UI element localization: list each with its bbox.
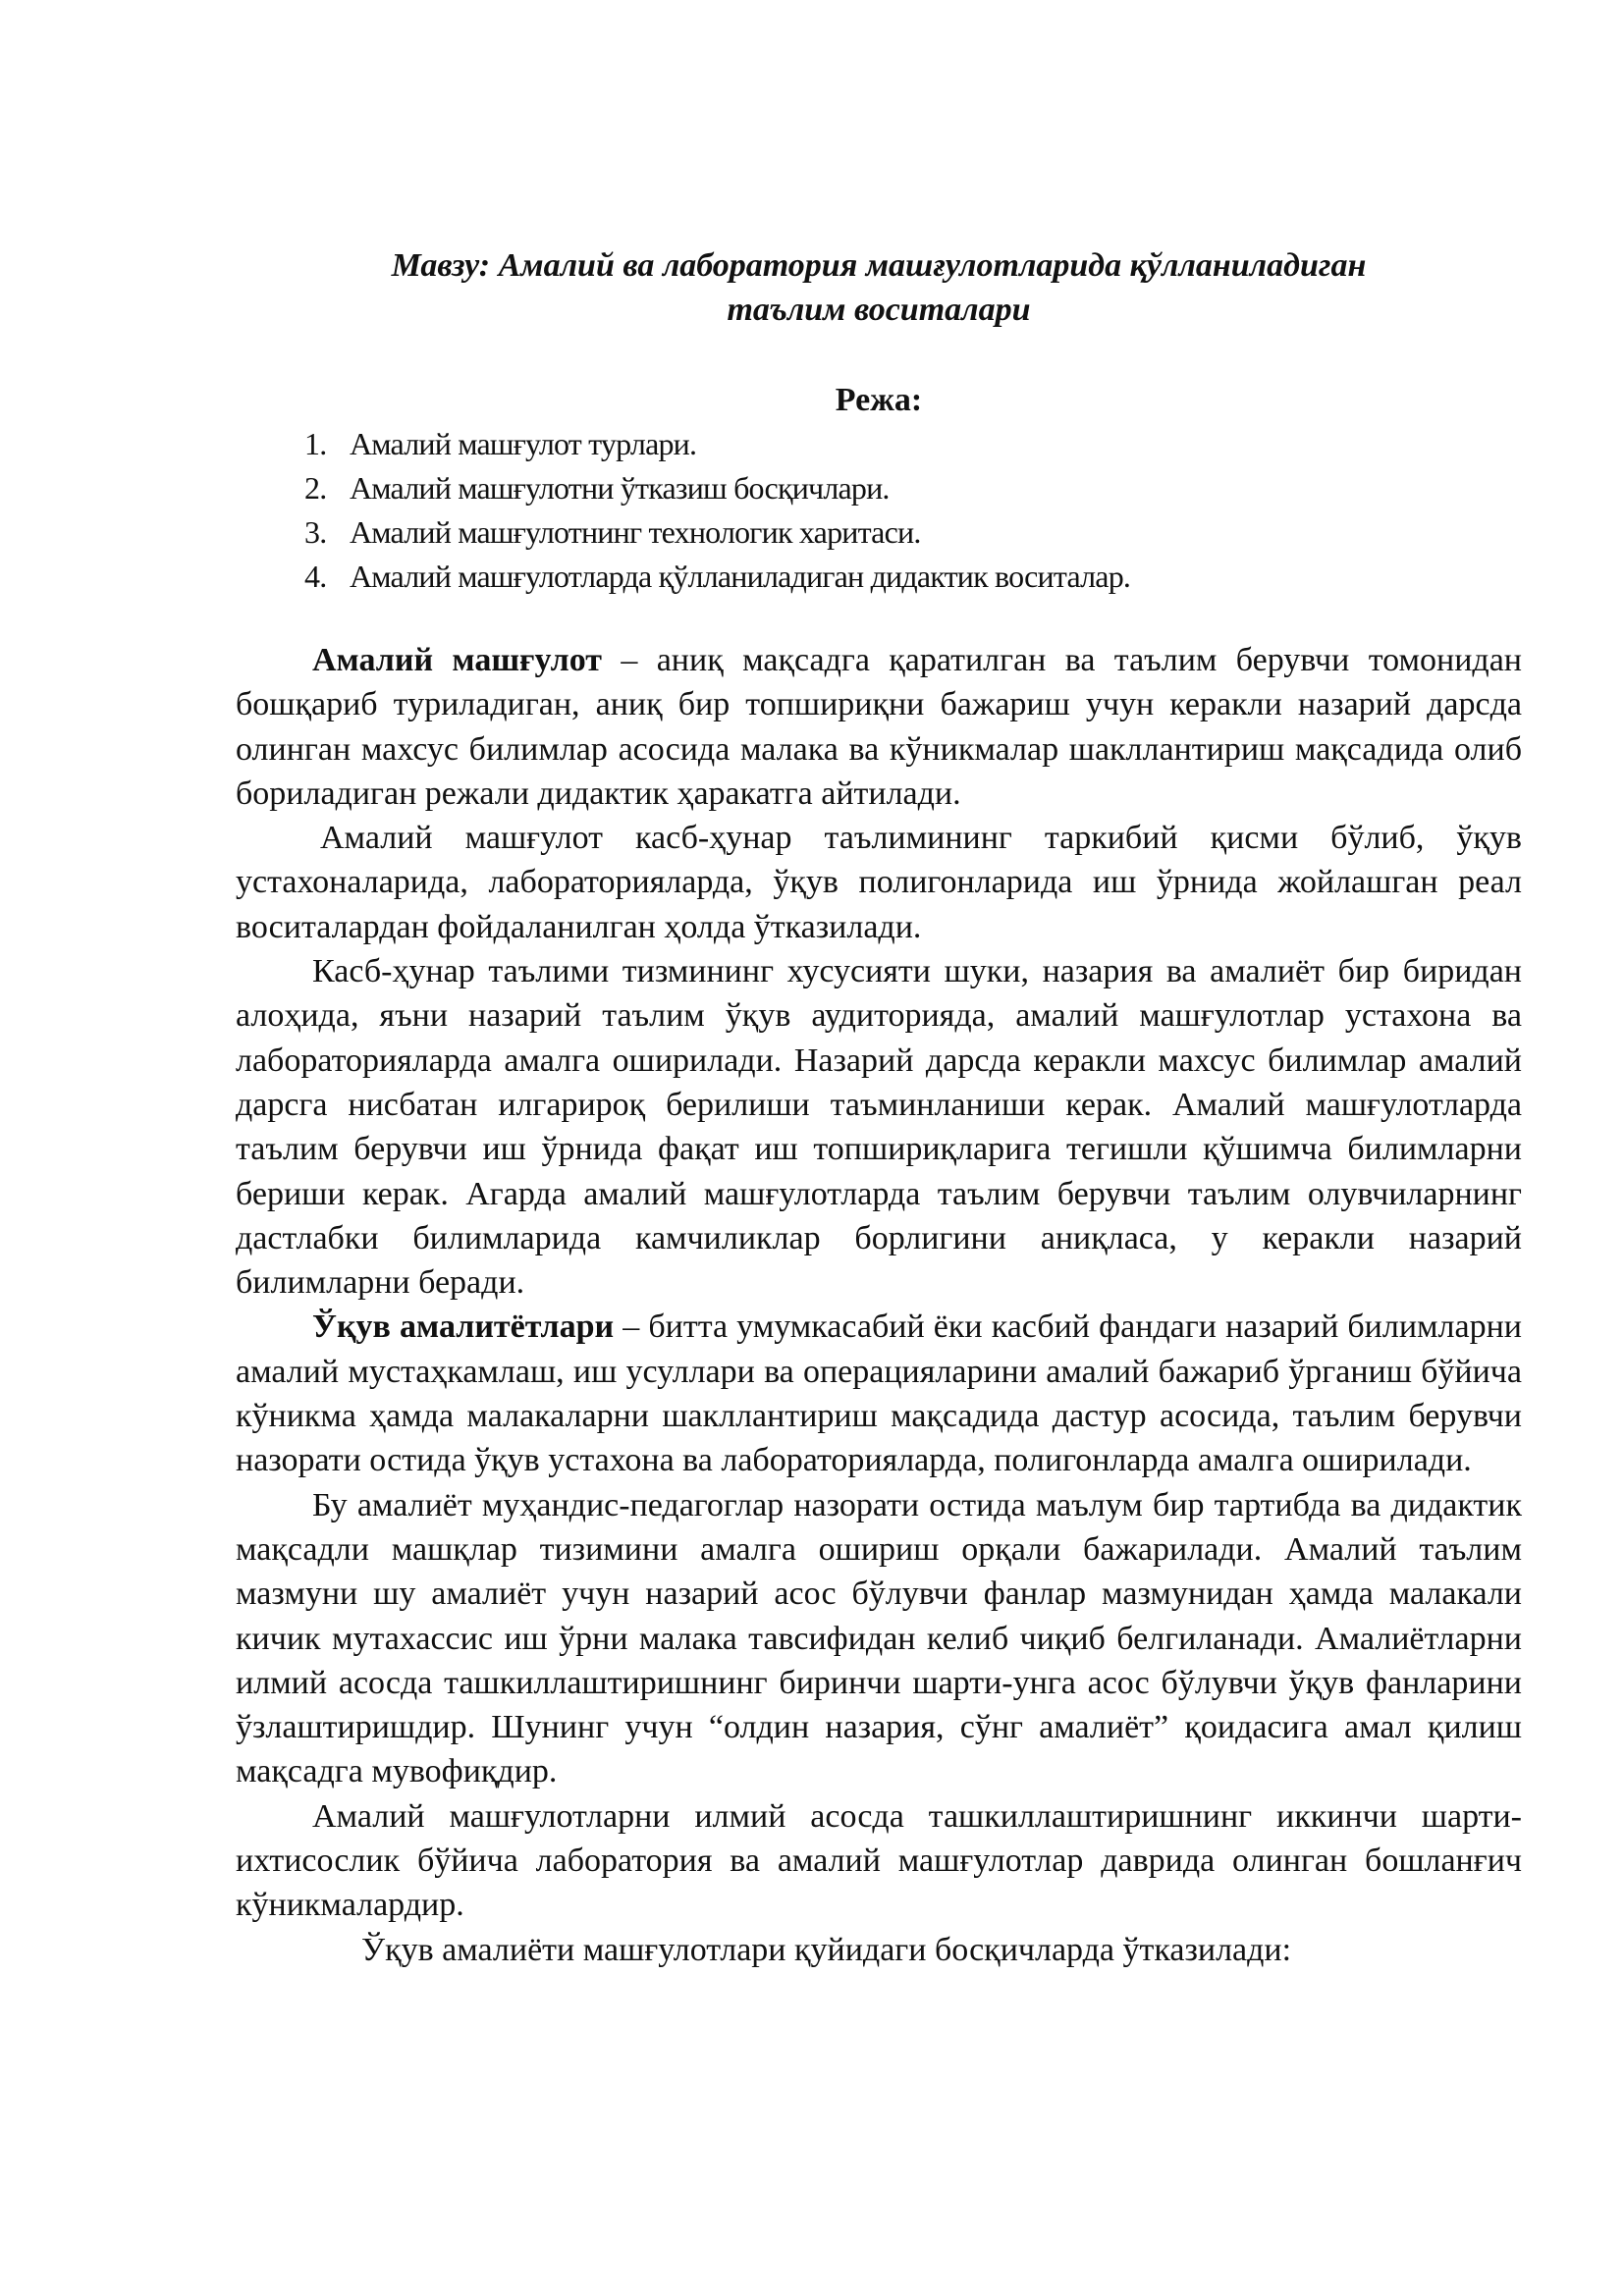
plan-item-number: 1. (304, 426, 327, 461)
body-text (236, 638, 1522, 1972)
plan-item-text: Амалий машғулот турлари. (350, 426, 697, 461)
plan-item-text: Амалий машғулотларда қўлланиладиган дидактик воситалар. (350, 559, 1131, 594)
paragraph-text: – битта умумкасабий ёки касбий фандаги назарий билимларни амалий мустаҳкамлаш, иш усуллари ва операцияларини амалий бажариб ўрганиш бўйича кўникма ҳамда малакаларни шакллантириш мақсадида дастур асосида, таълим берувчи назорати остида ўқув устахона ва лабораторияларда, полигонларда амалга оширилади. (236, 1308, 1522, 1479)
paragraph-practical-lesson (236, 638, 1522, 816)
title-line-2: таълим воситалари (727, 292, 1031, 328)
plan-item (304, 510, 1130, 555)
title-line-1: Мавзу: Амалий ва лаборатория машғулотларида қўлланиладиган (391, 247, 1367, 284)
paragraph-engineer-supervision: Бу амалиёт муҳандис-педагоглар назорати остида маълум бир тартибда ва дидактик мақсадли машқлар тизимини амалга ошириш орқали бажарилади. Амалий таълим мазмуни шу амалиёт учун назарий асос бўлувчи фанлар мазмунидан ҳамда малакали кичик мутахассис иш ўрни малака тавсифидан келиб чиқиб белгиланади. Амалиётларни илмий асосда ташкиллаштиришнинг биринчи шарти-унга асос бўлувчи ўқув фанларини ўзлаштиришдир. Шунинг учун “олдин назария, сўнг амалиёт” қоидасига амал қилиш мақсадга мувофиқдир. (236, 1486, 1522, 1790)
plan-item (304, 422, 1130, 466)
paragraph-stages-intro: Ўқув амалиёти машғулотлари қуйидаги босқичларда ўтказилади: (361, 1931, 1292, 1968)
plan-list (304, 422, 1130, 599)
plan-item-number: 4. (304, 559, 327, 594)
plan-heading: Режа: (835, 382, 923, 418)
plan-item-text: Амалий машғулотнинг технологик харитаси. (350, 514, 921, 550)
paragraph-training-practice (236, 1305, 1522, 1482)
paragraph-text: – аниқ мақсадга қаратилган ва таълим берувчи томонидан бошқариб туриладиган, аниқ бир топшириқни бажариш учун керакли назарий дарсда олинган махсус билимлар асосида малака ва кўникмалар шакллантириш мақсадида олиб бориладиган режали дидактик ҳаракатга айтилади. (236, 642, 1522, 812)
paragraph-second-condition: Амалий машғулотларни илмий асосда ташкиллаштиришнинг иккинчи шарти-ихтисослик бўйича лаборатория ва амалий машғулотлар даврида олинган бошланғич кўникмалардир. (236, 1797, 1522, 1924)
page-title (236, 243, 1522, 332)
plan-item-number: 3. (304, 514, 327, 550)
plan-item-number: 2. (304, 470, 327, 506)
plan-item-text: Амалий машғулотни ўтказиш босқичлари. (350, 470, 890, 506)
plan-item (304, 466, 1130, 510)
term-practical-lesson: Амалий машғулот (312, 642, 602, 678)
paragraph-vocational-part: Амалий машғулот касб-ҳунар таълимининг таркибий қисми бўлиб, ўқув устахоналарида, лабораторияларда, ўқув полигонларида иш ўрнида жойлашган реал воситалардан фойдаланилган ҳолда ўтказилади. (236, 820, 1522, 945)
term-training-practice: Ўқув амалитётлари (312, 1308, 615, 1346)
paragraph-system-feature: Касб-ҳунар таълими тизмининг хусусияти шуки, назария ва амалиёт бир биридан алоҳида, яъни назарий таълим ўқув аудиторияда, амалий машғулотлар устахона ва лабораторияларда амалга оширилади. Назарий дарсда керакли махсус билимлар амалий дарсга нисбатан илгарироқ берилиши таъминланиши керак. Амалий машғулотларда таълим берувчи иш ўрнида фақат иш топшириқларига тегишли қўшимча билимларни бериши керак. Агарда амалий машғулотларда таълим берувчи таълим олувчиларнинг дастлабки билимларида камчиликлар борлигини аниқласа, у керакли назарий билимларни беради. (236, 953, 1522, 1302)
plan-item (304, 555, 1130, 599)
